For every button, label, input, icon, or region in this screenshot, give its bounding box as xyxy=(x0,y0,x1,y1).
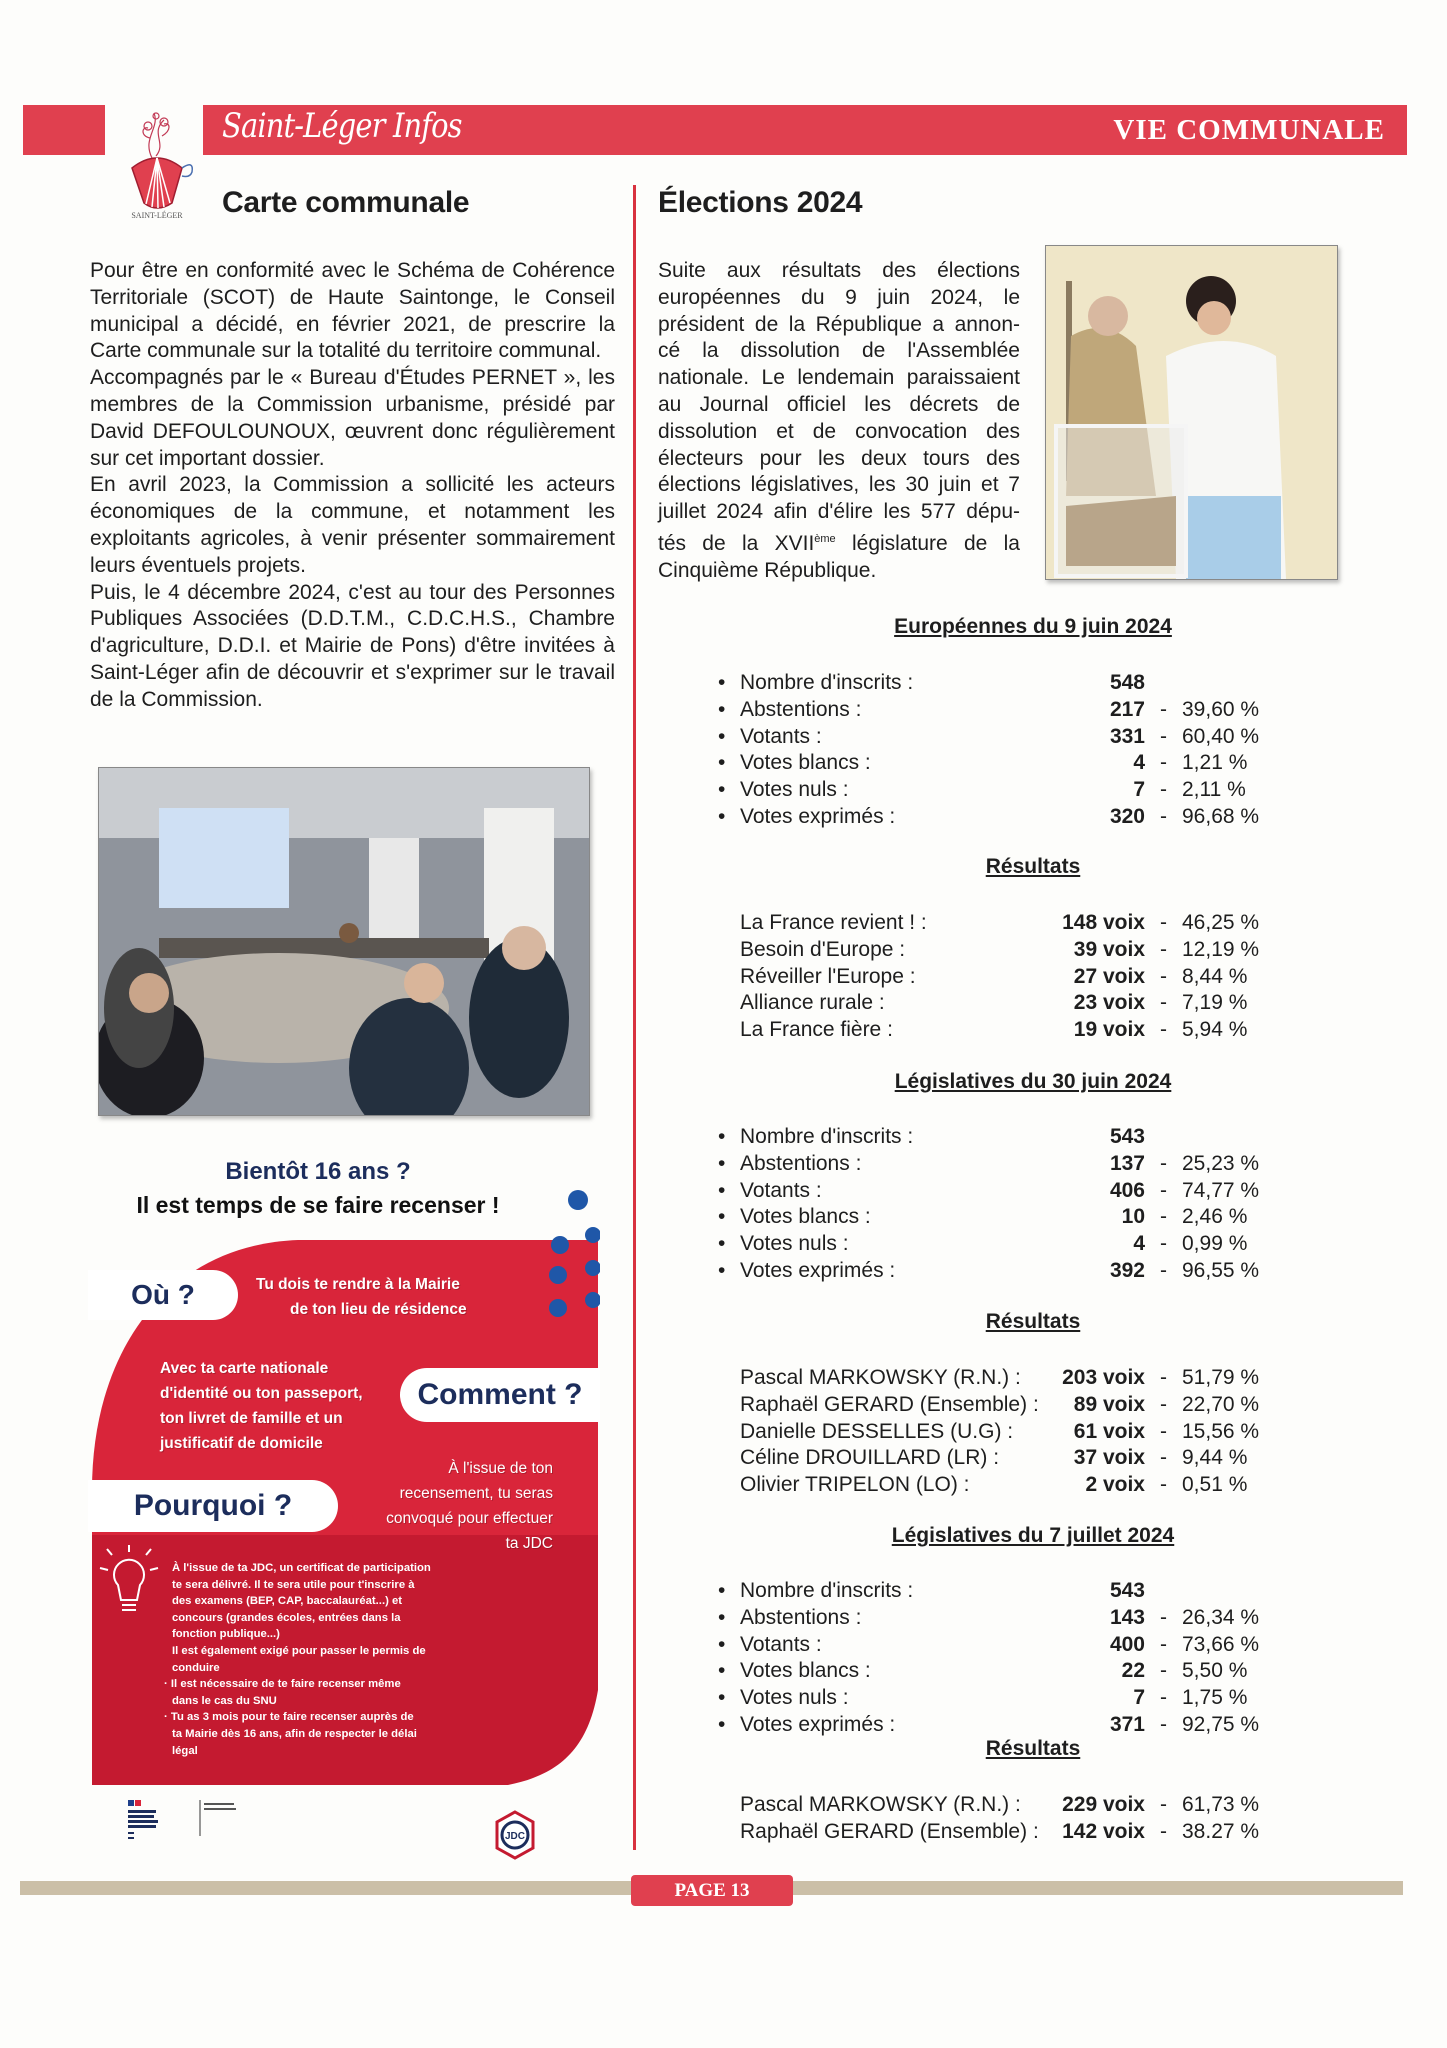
text-line: électeurs pour les deux tours des xyxy=(658,446,1020,470)
separator: - xyxy=(1160,937,1167,961)
text-line: conduire xyxy=(172,1661,220,1674)
row-value: 10 xyxy=(1121,1205,1145,1229)
text-line: ta Mairie dès 16 ans, afin de respecter le délai xyxy=(172,1727,417,1740)
separator: - xyxy=(1160,1473,1167,1497)
turnout-row xyxy=(718,1258,1282,1285)
row-percent xyxy=(1182,1124,1282,1151)
bullet xyxy=(718,1419,740,1446)
row-label: Alliance rurale : xyxy=(740,991,885,1015)
text-line: des examens (BEP, CAP, baccalauréat...) et xyxy=(172,1595,403,1608)
row-percent: 46,25 % xyxy=(1182,911,1260,934)
elections-intro xyxy=(658,258,1020,585)
bullet: • xyxy=(718,1632,726,1656)
ou-text-2: de ton lieu de résidence xyxy=(290,1301,467,1318)
row-label: Votes nuls : xyxy=(740,1686,849,1710)
row-percent: 96,55 % xyxy=(1182,1258,1260,1282)
bullet: • xyxy=(718,778,726,802)
result-row xyxy=(718,1819,1282,1846)
turnout-list xyxy=(718,1124,1282,1285)
separator: - xyxy=(1160,1419,1167,1443)
turnout-row xyxy=(718,1605,1282,1632)
text-line: Tu as 3 mois pour te faire recenser auprès de xyxy=(170,1711,414,1724)
text-line: nationale. Le lendemain paraissaient xyxy=(658,366,1020,390)
page-number: PAGE 13 xyxy=(631,1875,793,1906)
row-percent: 38.27 % xyxy=(1182,1819,1260,1843)
text-line: À l'issue de ta JDC, un certificat de participation xyxy=(172,1562,431,1574)
row-label: Votants : xyxy=(740,1178,822,1202)
row-percent: 22,70 % xyxy=(1182,1392,1260,1416)
row-label: Abstentions : xyxy=(740,1151,862,1175)
bullet xyxy=(718,937,740,964)
result-row xyxy=(718,1445,1282,1472)
separator: - xyxy=(1160,964,1167,988)
row-label: La France revient ! : xyxy=(740,911,927,934)
row-value: 4 xyxy=(1133,1232,1145,1256)
row-percent: 73,66 % xyxy=(1182,1632,1260,1656)
turnout-row xyxy=(718,804,1282,831)
elections-heading: Élections 2024 xyxy=(658,186,863,219)
text-part: tés de la XVII xyxy=(658,531,815,555)
bullet-item: · Tu as 3 mois pour te faire recenser auprès de ta Mairie dès 16 ans, afin de respecter le délai légal xyxy=(164,1709,492,1759)
row-percent: 8,44 % xyxy=(1182,964,1248,988)
row-value: 39 voix xyxy=(1073,937,1145,961)
bullet xyxy=(718,964,740,991)
paragraph: Pour être en conformité avec le Schéma de Cohérence Territoriale (SCOT) de Haute Saintonge, le Conseil municipal a décidé, en février 2021, de prescrire la Carte communale sur la totalité du territoire communal. xyxy=(90,259,615,363)
row-value: 4 xyxy=(1133,751,1145,775)
bullet: • xyxy=(718,671,726,694)
separator: - xyxy=(1160,804,1167,828)
paragraph: Accompagnés par le « Bureau d'Études PERNET », les membres de la Commission urbanisme, présidé par David DEFOULOUNOUX, œuvrent donc régulièrement sur cet important dossier. xyxy=(90,366,615,470)
row-value: 392 xyxy=(1109,1258,1145,1282)
text-line: ta JDC xyxy=(505,1535,553,1552)
text-line: légal xyxy=(172,1744,198,1757)
row-value: 2 voix xyxy=(1085,1473,1145,1497)
flyer-title: Bientôt 16 ans ? xyxy=(225,1158,411,1185)
row-percent: 2,11 % xyxy=(1182,778,1246,802)
bullet: • xyxy=(718,1151,726,1175)
row-label: Votes blancs : xyxy=(740,751,871,775)
bullet xyxy=(718,1365,740,1392)
bullet xyxy=(718,1819,740,1846)
result-row xyxy=(718,964,1282,991)
header-banner-left xyxy=(23,105,105,155)
turnout-row xyxy=(718,1712,1282,1739)
separator: - xyxy=(1160,697,1167,721)
separator: - xyxy=(1160,778,1167,802)
text-line: président de la République a annon- xyxy=(658,312,1020,336)
result-row xyxy=(718,910,1282,937)
row-value: 331 xyxy=(1109,724,1145,748)
turnout-list xyxy=(718,1578,1282,1739)
row-value: 203 voix xyxy=(1062,1366,1145,1389)
results-heading: Résultats xyxy=(985,1310,1081,1333)
row-percent: 92,75 % xyxy=(1182,1712,1260,1736)
text-line: À l'issue de ton xyxy=(448,1460,553,1477)
row-value: 406 xyxy=(1109,1178,1145,1202)
turnout-row xyxy=(718,1685,1282,1712)
text-line: concours (grandes écoles, entrées dans la xyxy=(172,1611,401,1624)
row-label: Abstentions : xyxy=(740,697,862,721)
row-label: La France fière : xyxy=(740,1018,893,1042)
voting-photo xyxy=(1045,245,1338,580)
separator: - xyxy=(1160,1205,1167,1229)
turnout-row xyxy=(718,750,1282,777)
result-row xyxy=(718,1792,1282,1819)
text-line: cé la dissolution de l'Assemblée xyxy=(658,339,1020,363)
turnout-row xyxy=(718,670,1282,697)
row-label: Besoin d'Europe : xyxy=(740,937,906,961)
text-line: fonction publique...) xyxy=(172,1628,280,1641)
text-line: dans le cas du SNU xyxy=(172,1694,277,1707)
turnout-row xyxy=(718,1578,1282,1605)
row-percent: 0,99 % xyxy=(1182,1232,1248,1256)
row-percent: 5,94 % xyxy=(1182,1018,1248,1042)
turnout-row xyxy=(718,697,1282,724)
bullet: • xyxy=(718,1178,726,1202)
magazine-title: Saint-Léger Infos xyxy=(222,106,462,146)
results-list xyxy=(718,1365,1282,1499)
svg-text:JDC: JDC xyxy=(504,1831,526,1842)
row-value: 7 xyxy=(1133,1686,1145,1710)
row-value: 217 xyxy=(1109,697,1145,721)
separator: - xyxy=(1160,1366,1167,1389)
text-line xyxy=(658,526,1020,558)
separator: - xyxy=(1160,1392,1167,1416)
row-value: 22 xyxy=(1121,1659,1145,1683)
text-line: d'identité ou ton passeport, xyxy=(160,1385,363,1402)
row-value: 19 voix xyxy=(1073,1018,1145,1042)
row-value: 320 xyxy=(1109,804,1145,828)
text-line: Il est nécessaire de te faire recenser même xyxy=(170,1678,401,1691)
bullet xyxy=(718,1017,740,1044)
row-label: Votes nuls : xyxy=(740,1232,849,1256)
result-row xyxy=(718,1017,1282,1044)
results-heading: Résultats xyxy=(985,855,1081,878)
pourquoi-label: Pourquoi ? xyxy=(88,1480,338,1532)
bullet: • xyxy=(718,1258,726,1282)
row-label: Votes blancs : xyxy=(740,1659,871,1683)
row-label: Céline DROUILLARD (LR) : xyxy=(740,1446,1000,1470)
turnout-row xyxy=(718,777,1282,804)
bullet xyxy=(718,910,740,937)
turnout-list xyxy=(718,670,1282,831)
separator: - xyxy=(1160,1819,1167,1843)
ministry-logo xyxy=(128,1800,258,1860)
row-label: Votes nuls : xyxy=(740,778,849,802)
row-label: Votes exprimés : xyxy=(740,1258,896,1282)
bullet: • xyxy=(718,1686,726,1710)
bullet: • xyxy=(718,1205,726,1229)
bullet: • xyxy=(718,1712,726,1736)
row-value: 142 voix xyxy=(1062,1819,1145,1843)
bullet: • xyxy=(718,1232,726,1256)
separator: - xyxy=(1160,1258,1167,1282)
text-line: ton livret de famille et un xyxy=(160,1410,343,1427)
carte-communale-heading: Carte communale xyxy=(222,186,470,219)
text-line: dissolution et de convocation des xyxy=(658,419,1020,443)
turnout-row xyxy=(718,724,1282,751)
row-label: Olivier TRIPELON (LO) : xyxy=(740,1473,970,1497)
row-label: Votes exprimés : xyxy=(740,804,896,828)
bullet xyxy=(718,1792,740,1819)
row-label: Pascal MARKOWSKY (R.N.) : xyxy=(740,1793,1021,1816)
ou-label: Où ? xyxy=(88,1270,238,1320)
row-percent: 7,19 % xyxy=(1182,991,1248,1015)
separator: - xyxy=(1160,991,1167,1015)
row-value: 229 voix xyxy=(1062,1793,1145,1816)
row-label: Danielle DESSELLES (U.G) : xyxy=(740,1419,1014,1443)
row-percent xyxy=(1182,1578,1282,1605)
row-percent: 61,73 % xyxy=(1182,1793,1260,1816)
row-percent: 5,50 % xyxy=(1182,1659,1248,1683)
column-divider xyxy=(633,185,636,1850)
row-value: 37 voix xyxy=(1073,1446,1145,1470)
row-label: Votants : xyxy=(740,724,822,748)
row-label: Réveiller l'Europe : xyxy=(740,964,916,988)
row-value: 89 voix xyxy=(1073,1392,1145,1416)
bullet: • xyxy=(718,724,726,748)
row-value: 548 xyxy=(1109,671,1145,694)
jdc-info xyxy=(164,1560,492,1759)
bullet: • xyxy=(718,751,726,775)
separator: - xyxy=(1160,724,1167,748)
row-percent: 15,56 % xyxy=(1182,1419,1260,1443)
row-label: Votants : xyxy=(740,1632,822,1656)
election-title: Législatives du 30 juin 2024 xyxy=(894,1070,1172,1093)
separator: - xyxy=(1160,1446,1167,1470)
bullet-item: · Il est nécessaire de te faire recenser même dans le cas du SNU xyxy=(164,1676,492,1709)
row-percent: 51,79 % xyxy=(1182,1366,1260,1389)
row-label: Votes blancs : xyxy=(740,1205,871,1229)
row-value: 137 xyxy=(1109,1151,1145,1175)
comment-label: Comment ? xyxy=(400,1368,600,1422)
bullet: • xyxy=(718,804,726,828)
flyer-subtitle: Il est temps de se faire recenser ! xyxy=(136,1192,500,1218)
row-label: Votes exprimés : xyxy=(740,1712,896,1736)
bullet: • xyxy=(718,1125,726,1148)
separator: - xyxy=(1160,1659,1167,1683)
bullet: • xyxy=(718,1579,726,1602)
row-label: Nombre d'inscrits : xyxy=(740,1579,914,1602)
separator: - xyxy=(1160,1232,1167,1256)
row-percent: 12,19 % xyxy=(1182,937,1260,961)
turnout-row xyxy=(718,1124,1282,1151)
bullet xyxy=(718,1392,740,1419)
separator: - xyxy=(1160,1793,1167,1816)
carte-communale-text xyxy=(90,258,615,714)
separator xyxy=(1145,1124,1182,1151)
text-part: législature de la xyxy=(835,531,1020,555)
row-value: 148 voix xyxy=(1062,911,1145,934)
result-row xyxy=(718,1392,1282,1419)
jdc-logo-icon xyxy=(493,1810,537,1860)
results-heading: Résultats xyxy=(985,1737,1081,1760)
superscript: ème xyxy=(814,532,836,545)
text-line: Suite aux résultats des élections xyxy=(658,259,1020,282)
result-row xyxy=(718,1472,1282,1499)
text-line: recensement, tu seras xyxy=(399,1485,553,1502)
separator xyxy=(1145,1578,1182,1605)
row-percent: 1,21 % xyxy=(1182,751,1248,775)
election-title: Législatives du 7 juillet 2024 xyxy=(891,1524,1175,1547)
meeting-photo xyxy=(98,767,590,1116)
text-line: justificatif de domicile xyxy=(160,1435,323,1452)
pourquoi-text xyxy=(348,1456,553,1556)
row-value: 543 xyxy=(1109,1125,1145,1148)
text-line: Cinquième République. xyxy=(658,558,877,582)
bullet: • xyxy=(718,1605,726,1629)
results-list xyxy=(718,1792,1282,1846)
comment-text xyxy=(160,1356,363,1456)
row-percent: 1,75 % xyxy=(1182,1686,1248,1710)
row-value: 61 voix xyxy=(1073,1419,1145,1443)
svg-text:SAINT-LÉGER: SAINT-LÉGER xyxy=(131,211,183,220)
election-title: Européennes du 9 juin 2024 xyxy=(894,615,1172,638)
separator: - xyxy=(1160,1178,1167,1202)
text-line: convoqué pour effectuer xyxy=(386,1510,553,1527)
text-line: juillet 2024 afin d'élire les 577 dépu- xyxy=(658,500,1020,524)
row-value: 143 xyxy=(1109,1605,1145,1629)
row-value: 27 voix xyxy=(1073,964,1145,988)
separator: - xyxy=(1160,1632,1167,1656)
row-label: Abstentions : xyxy=(740,1605,862,1629)
row-percent: 60,40 % xyxy=(1182,724,1260,748)
row-percent xyxy=(1182,670,1282,697)
text-line: Il est également exigé pour passer le permis de xyxy=(172,1644,426,1657)
row-percent: 39,60 % xyxy=(1182,697,1260,721)
row-label: Raphaël GERARD (Ensemble) : xyxy=(740,1392,1039,1416)
scallop-shell-logo-icon xyxy=(112,108,202,220)
turnout-row xyxy=(718,1204,1282,1231)
row-percent: 96,68 % xyxy=(1182,804,1260,828)
row-percent: 9,44 % xyxy=(1182,1446,1248,1470)
result-row xyxy=(718,937,1282,964)
ou-text-1: Tu dois te rendre à la Mairie xyxy=(256,1276,460,1293)
result-row xyxy=(718,1365,1282,1392)
turnout-row xyxy=(718,1231,1282,1258)
row-label: Pascal MARKOWSKY (R.N.) : xyxy=(740,1366,1021,1389)
row-percent: 74,77 % xyxy=(1182,1178,1260,1202)
separator: - xyxy=(1160,1605,1167,1629)
turnout-row xyxy=(718,1658,1282,1685)
text-line: au Journal officiel les décrets de xyxy=(658,392,1020,416)
text-line: européennes du 9 juin 2024, le xyxy=(658,285,1020,309)
row-percent: 25,23 % xyxy=(1182,1151,1260,1175)
row-label: Raphaël GERARD (Ensemble) : xyxy=(740,1819,1039,1843)
text-line: Avec ta carte nationale xyxy=(160,1360,329,1377)
row-percent: 26,34 % xyxy=(1182,1605,1260,1629)
result-row xyxy=(718,1419,1282,1446)
separator: - xyxy=(1160,911,1167,934)
separator: - xyxy=(1160,1712,1167,1736)
turnout-row xyxy=(718,1632,1282,1659)
bullet xyxy=(718,990,740,1017)
row-percent: 2,46 % xyxy=(1182,1205,1248,1229)
separator: - xyxy=(1160,1686,1167,1710)
separator: - xyxy=(1160,751,1167,775)
bullet xyxy=(718,1472,740,1499)
result-row xyxy=(718,990,1282,1017)
bullet: • xyxy=(718,697,726,721)
results-list xyxy=(718,910,1282,1044)
separator: - xyxy=(1160,1151,1167,1175)
row-value: 543 xyxy=(1109,1579,1145,1602)
row-value: 371 xyxy=(1109,1712,1145,1736)
row-value: 23 voix xyxy=(1073,991,1145,1015)
row-percent: 0,51 % xyxy=(1182,1473,1248,1497)
text-line: élections législatives, les 30 juin et 7 xyxy=(658,473,1020,497)
row-value: 400 xyxy=(1109,1632,1145,1656)
separator xyxy=(1145,670,1182,697)
row-label: Nombre d'inscrits : xyxy=(740,671,914,694)
separator: - xyxy=(1160,1018,1167,1042)
text-line: te sera délivré. Il te sera utile pour t'inscrire à xyxy=(172,1578,415,1591)
bullet: • xyxy=(718,1659,726,1683)
census-flyer xyxy=(88,1150,600,1860)
paragraph: Puis, le 4 décembre 2024, c'est au tour des Personnes Publiques Associées (D.D.T.M., C.D.C.H.S., Chambre d'agriculture, D.D.I. et Mairie de Pons) d'être invitées à Saint-Léger afin de découvrir et s'exprimer sur le travail de la Commission. xyxy=(90,580,615,711)
paragraph: En avril 2023, la Commission a sollicité les acteurs économiques de la commune, et notamment les exploitants agricoles, à venir présenter sommairement leurs éventuels projets. xyxy=(90,473,615,577)
turnout-row xyxy=(718,1151,1282,1178)
row-label: Nombre d'inscrits : xyxy=(740,1125,914,1148)
section-title: VIE COMMUNALE xyxy=(1113,114,1385,146)
bullet xyxy=(718,1445,740,1472)
turnout-row xyxy=(718,1178,1282,1205)
row-value: 7 xyxy=(1133,778,1145,802)
